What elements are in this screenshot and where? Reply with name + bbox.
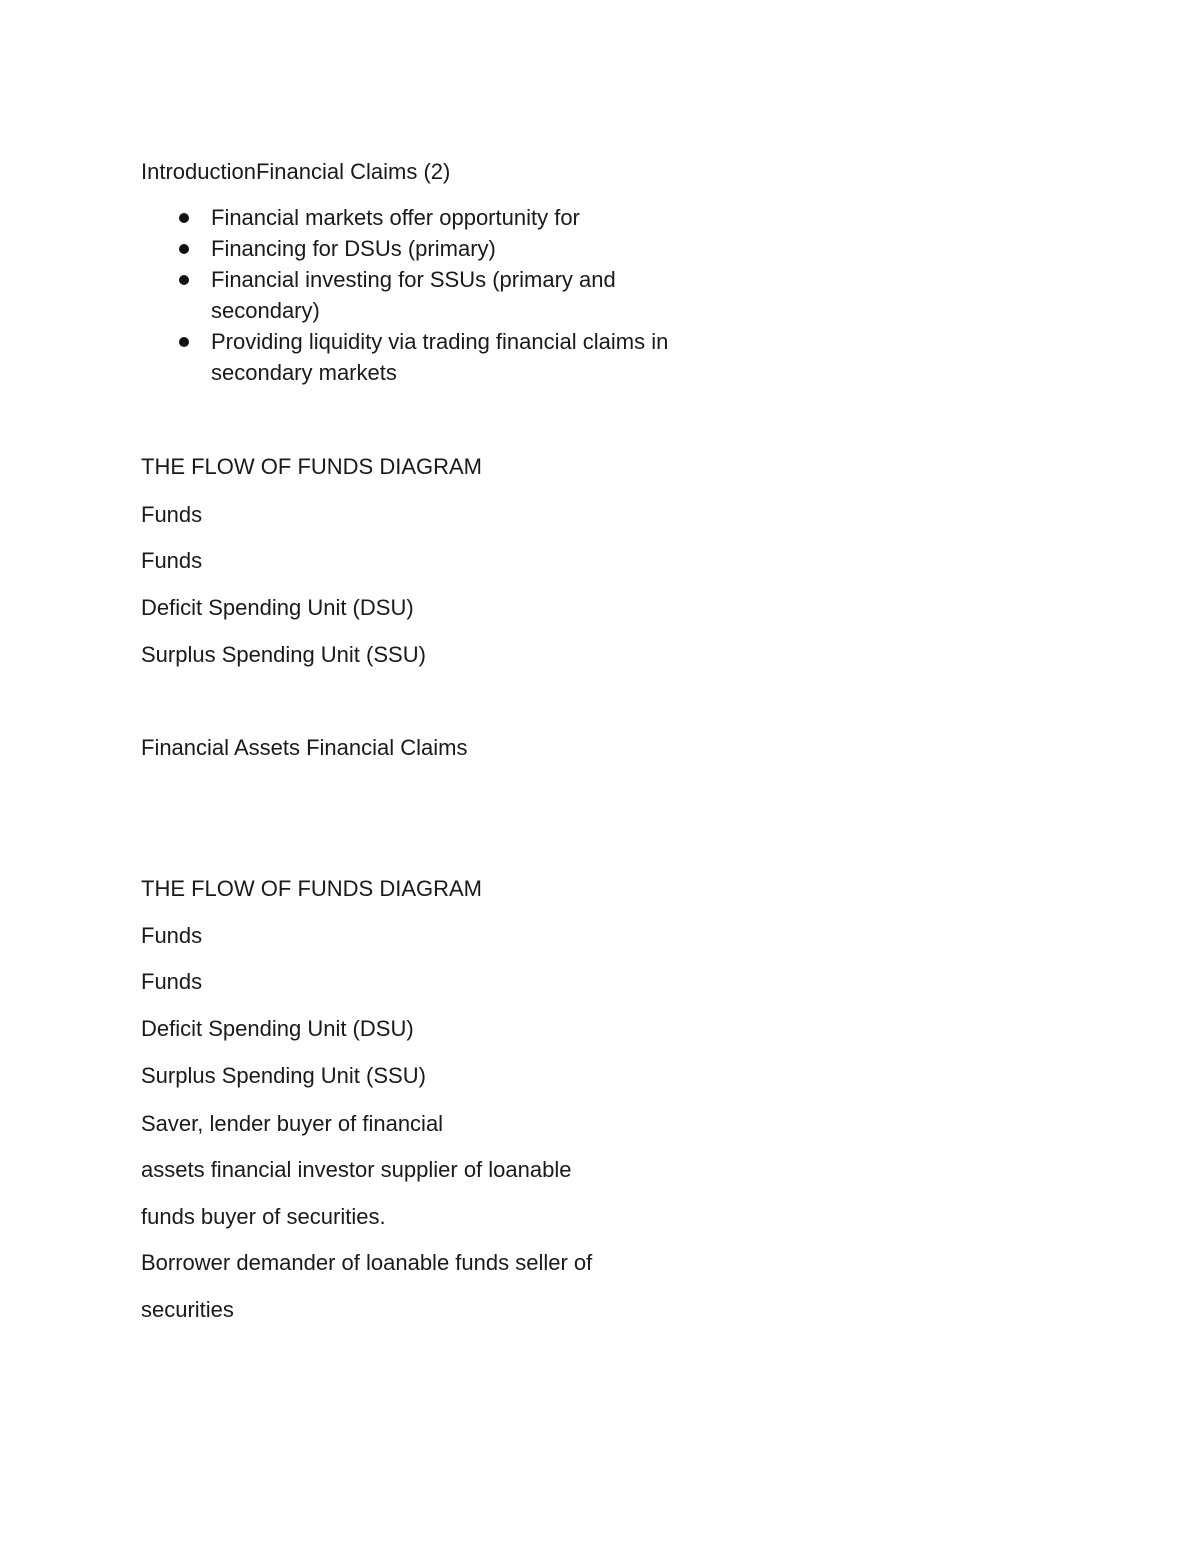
section1-funds-label-2: Funds xyxy=(141,548,203,573)
section2-dsu-label: Deficit Spending Unit (DSU) xyxy=(141,1016,414,1041)
borrower-description-line: Borrower demander of loanable funds seller of xyxy=(141,1250,593,1275)
bullet-dot-icon xyxy=(179,213,189,223)
bullet-text: Financing for DSUs (primary) xyxy=(211,236,496,261)
list-item xyxy=(141,264,701,326)
borrower-description-line-2: securities xyxy=(141,1297,234,1322)
section1-title: THE FLOW OF FUNDS DIAGRAM xyxy=(141,454,482,479)
section2-funds-label-2: Funds xyxy=(141,969,203,994)
bullet-text: Providing liquidity via trading financial claims in secondary markets xyxy=(211,329,669,385)
section1-assets-claims: Financial Assets Financial Claims xyxy=(141,735,468,760)
list-item xyxy=(141,202,701,233)
bullet-dot-icon xyxy=(179,275,189,285)
section1-dsu-label: Deficit Spending Unit (DSU) xyxy=(141,595,414,620)
bullet-dot-icon xyxy=(179,244,189,254)
section2-ssu-label: Surplus Spending Unit (SSU) xyxy=(141,1063,426,1088)
section1-funds-label: Funds xyxy=(141,502,203,527)
saver-description-line-2: assets financial investor supplier of loanable xyxy=(141,1157,572,1182)
saver-description-line: Saver, lender buyer of financial xyxy=(141,1111,444,1136)
section2-funds-label: Funds xyxy=(141,923,203,948)
list-item xyxy=(141,326,701,388)
saver-description-line-3: funds buyer of securities. xyxy=(141,1204,386,1229)
section1-ssu-label: Surplus Spending Unit (SSU) xyxy=(141,642,426,667)
bullet-dot-icon xyxy=(179,337,189,347)
bullet-text: Financial markets offer opportunity for xyxy=(211,205,580,230)
intro-bullet-list xyxy=(141,202,701,388)
bullet-text: Financial investing for SSUs (primary and secondary) xyxy=(211,267,616,323)
list-item xyxy=(141,233,701,264)
section2-title: THE FLOW OF FUNDS DIAGRAM xyxy=(141,876,482,901)
intro-heading: IntroductionFinancial Claims (2) xyxy=(141,159,451,184)
